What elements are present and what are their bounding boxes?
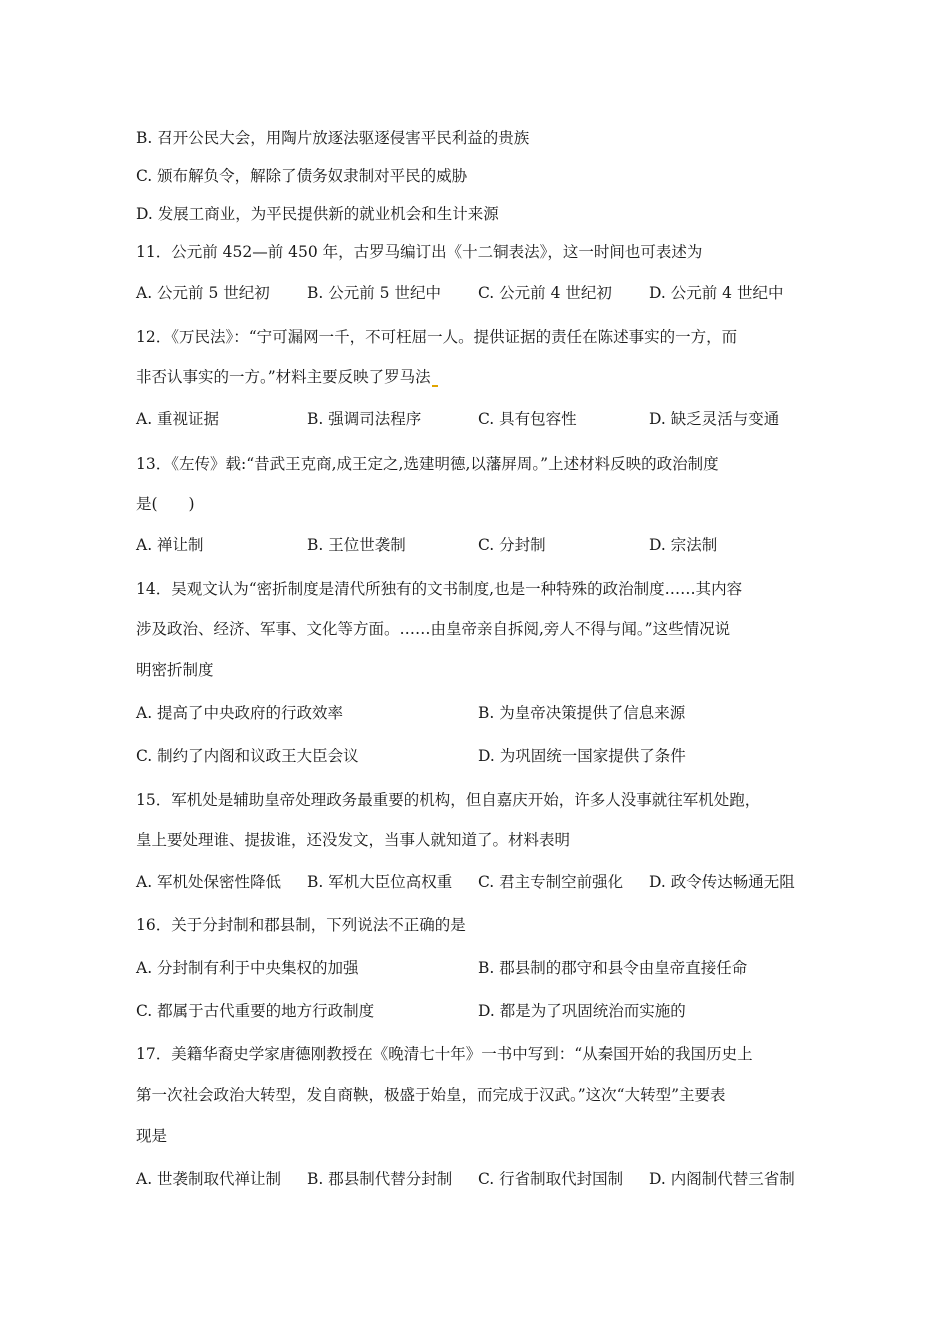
q13-stem-line1: 13．《左传》载:“昔武王克商,成王定之,选建明德,以藩屏周。”上述材料反映的政治制度 bbox=[136, 455, 719, 473]
edit-mark bbox=[432, 385, 438, 387]
q15-stem-line2: 皇上要处理谁、提拔谁，还没发文，当事人就知道了。材料表明 bbox=[136, 831, 571, 849]
q11-option-d: D. 公元前 4 世纪中 bbox=[649, 284, 784, 302]
q13-option-c: C. 分封制 bbox=[478, 536, 546, 554]
q11-stem: 11．公元前 452—前 450 年，古罗马编订出《十二铜表法》，这一时间也可表述为 bbox=[136, 243, 703, 261]
q15-option-c: C. 君主专制空前强化 bbox=[478, 873, 624, 891]
q17-option-a: A. 世袭制取代禅让制 bbox=[136, 1170, 282, 1188]
q17-stem-line1: 17．美籍华裔史学家唐德刚教授在《晚清七十年》一书中写到：“从秦国开始的我国历史上 bbox=[136, 1045, 753, 1063]
q10-option-b: B. 召开公民大会，用陶片放逐法驱逐侵害平民利益的贵族 bbox=[136, 129, 530, 147]
q16-option-d: D. 都是为了巩固统治而实施的 bbox=[478, 1002, 686, 1020]
q11-option-c: C. 公元前 4 世纪初 bbox=[478, 284, 612, 302]
q17-option-c: C. 行省制取代封国制 bbox=[478, 1170, 624, 1188]
q17-option-b: B. 郡县制代替分封制 bbox=[307, 1170, 453, 1188]
q12-stem-line2 bbox=[136, 367, 438, 387]
q17-option-d: D. 内阁制代替三省制 bbox=[649, 1170, 795, 1188]
q15-option-b: B. 军机大臣位高权重 bbox=[307, 873, 453, 891]
q10-option-d: D. 发展工商业，为平民提供新的就业机会和生计来源 bbox=[136, 205, 499, 223]
q13-option-b: B. 王位世袭制 bbox=[307, 536, 406, 554]
q16-option-a: A. 分封制有利于中央集权的加强 bbox=[136, 959, 359, 977]
q14-stem-line3: 明密折制度 bbox=[136, 661, 214, 679]
q10-option-c: C. 颁布解负令，解除了债务奴隶制对平民的威胁 bbox=[136, 167, 468, 185]
q15-option-d: D. 政令传达畅通无阻 bbox=[649, 873, 795, 891]
q14-option-d: D. 为巩固统一国家提供了条件 bbox=[478, 747, 686, 765]
q14-stem-line1: 14．吴观文认为“密折制度是清代所独有的文书制度,也是一种特殊的政治制度……其内容 bbox=[136, 580, 743, 598]
q14-option-a: A. 提高了中央政府的行政效率 bbox=[136, 704, 344, 722]
q12-option-a: A. 重视证据 bbox=[136, 410, 220, 428]
q12-option-b: B. 强调司法程序 bbox=[307, 410, 422, 428]
q17-stem-line3: 现是 bbox=[136, 1127, 168, 1145]
q13-option-d: D. 宗法制 bbox=[649, 536, 718, 554]
q15-option-a: A. 军机处保密性降低 bbox=[136, 873, 282, 891]
q16-option-b: B. 郡县制的郡守和县令由皇帝直接任命 bbox=[478, 959, 748, 977]
q13-stem-line2: 是( ) bbox=[136, 495, 195, 513]
q16-option-c: C. 都属于古代重要的地方行政制度 bbox=[136, 1002, 375, 1020]
q14-option-c: C. 制约了内阁和议政王大臣会议 bbox=[136, 747, 359, 765]
q16-stem: 16．关于分封制和郡县制，下列说法不正确的是 bbox=[136, 916, 466, 934]
q12-option-d: D. 缺乏灵活与变通 bbox=[649, 410, 780, 428]
q14-stem-line2: 涉及政治、经济、军事、文化等方面。……由皇帝亲自拆阅,旁人不得与闻。”这些情况说 bbox=[136, 620, 731, 638]
q11-option-a: A. 公元前 5 世纪初 bbox=[136, 284, 270, 302]
q13-option-a: A. 禅让制 bbox=[136, 536, 204, 554]
q12-stem-line1: 12．《万民法》：“宁可漏网一千，不可枉屈一人。提供证据的责任在陈述事实的一方，而 bbox=[136, 328, 738, 346]
q11-option-b: B. 公元前 5 世纪中 bbox=[307, 284, 441, 302]
q14-option-b: B. 为皇帝决策提供了信息来源 bbox=[478, 704, 686, 722]
q15-stem-line1: 15．军机处是辅助皇帝处理政务最重要的机构，但自嘉庆开始，许多人没事就往军机处跑， bbox=[136, 791, 761, 809]
q12-option-c: C. 具有包容性 bbox=[478, 410, 577, 428]
q17-stem-line2: 第一次社会政治大转型，发自商鞅，极盛于始皇，而完成于汉武。”这次“大转型”主要表 bbox=[136, 1086, 726, 1104]
q12-stem-line2-text: 非否认事实的一方。”材料主要反映了罗马法 bbox=[136, 368, 431, 386]
